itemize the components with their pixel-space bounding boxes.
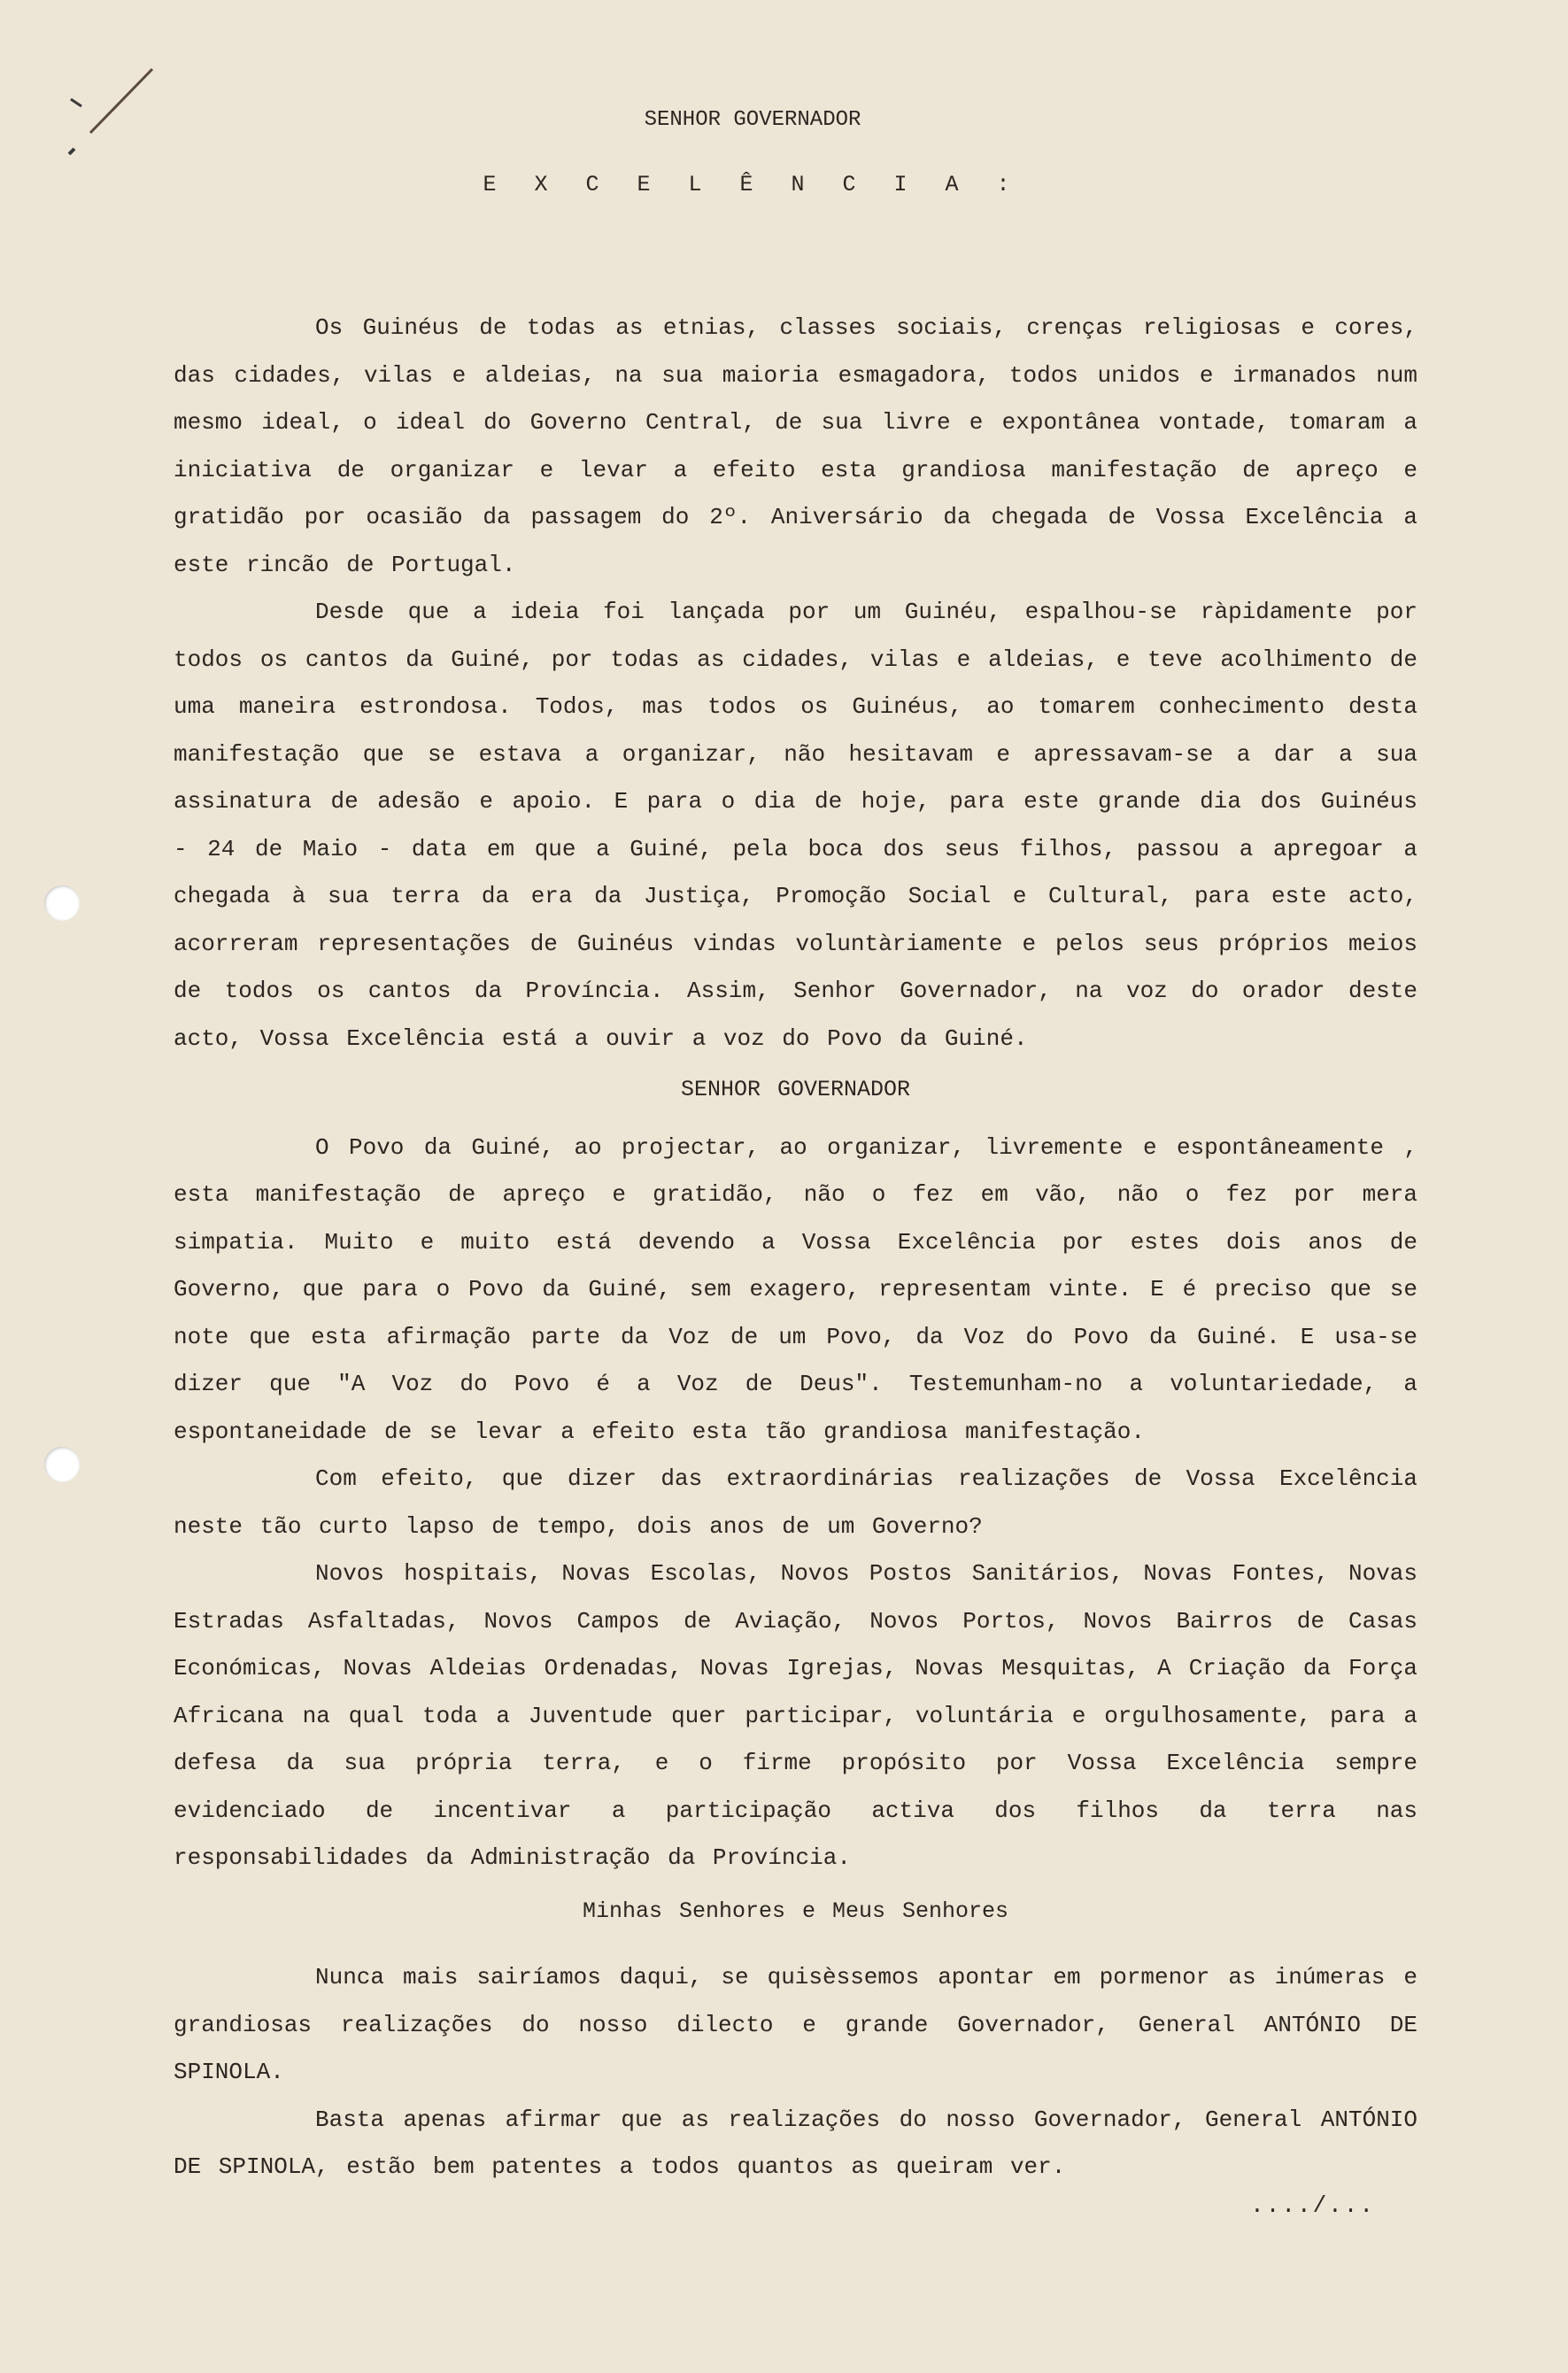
subheading-minhas-senhores: Minhas Senhores e Meus Senhores bbox=[582, 1898, 1009, 1924]
salutation: E X C E L Ê N C I A : bbox=[483, 172, 1023, 197]
paragraph-5: Novos hospitais, Novas Escolas, Novos Postos Sanitários, Novas Fontes, Novas Estradas Asfaltadas, Novos Campos de Aviação, Novos Portos, Novos Bairros de Casas Económicas, Novas Aldeias Ordenadas, Novas Igrejas, Novas Mesquitas, A Criação da Força Africana na qual toda a Juventude quer participar, voluntária e orgulhosamente, para a defesa da sua própria terra, e o firme propósito por Vossa Excelência sempre evidenciado de incentivar a participação activa dos filhos da terra nas responsabilidades da Administração da Província. bbox=[174, 1560, 1417, 1871]
paragraph-2: Desde que a ideia foi lançada por um Guinéu, espalhou-se ràpidamente por todos os cantos da Guiné, por todas as cidades, vilas e aldeias, e teve acolhimento de uma maneira estrondosa. Todos, mas todos os Guinéus, ao tomarem conhecimento desta manifestação que se estava a organizar, não hesitavam e apressavam-se a dar a sua assinatura de adesão e apoio. E para o dia de hoje, para este grande dia dos Guinéus - 24 de Maio - data em que a Guiné, pela boca dos seus filhos, passou a apregoar a chegada à sua terra da era da Justiça, Promoção Social e Cultural, para este acto, acorreram representações de Guinéus vindas voluntàriamente e pelos seus próprios meios de todos os cantos da Província. Assim, Senhor Governador, na voz do orador deste acto, Vossa Excelência está a ouvir a voz do Povo da Guiné. bbox=[174, 599, 1417, 1052]
subheading-senhor-governador: SENHOR GOVERNADOR bbox=[680, 1077, 911, 1102]
paragraph-6: Nunca mais sairíamos daqui, se quisèssemos apontar em pormenor as inúmeras e grandiosas realizações do nosso dilecto e grande Governador, General ANTÓNIO DE SPINOLA. bbox=[174, 1964, 1417, 2085]
paragraph-4: Com efeito, que dizer das extraordinárias realizações de Vossa Excelência neste tão curto lapso de tempo, dois anos de um Governo? bbox=[174, 1465, 1417, 1540]
punch-hole-top bbox=[44, 885, 80, 921]
paragraph-3: O Povo da Guiné, ao projectar, ao organizar, livremente e espontâneamente , esta manifestação de apreço e gratidão, não o fez em vão, não o fez por mera simpatia. Muito e muito está devendo a Vossa Excelência por estes dois anos de Governo, que para o Povo da Guiné, sem exagero, representam vinte. E é preciso que se note que esta afirmação parte da Voz de um Povo, da Voz do Povo da Guiné. E usa-se dizer que "A Voz do Povo é a Voz de Deus". Testemunham-no a voluntariedade, a espontaneidade de se levar a efeito esta tão grandiosa manifestação. bbox=[174, 1133, 1417, 1445]
page-title: SENHOR GOVERNADOR bbox=[644, 108, 861, 132]
punch-hole-bottom bbox=[44, 1447, 80, 1482]
paragraph-7: Basta apenas afirmar que as realizações do nosso Governador, General ANTÓNIO DE SPINOLA, estão bem patentes a todos quantos as queiram ver. bbox=[174, 2106, 1417, 2180]
paragraph-1: Os Guinéus de todas as etnias, classes sociais, crenças religiosas e cores, das cidades, vilas e aldeias, na sua maioria esmagadora, todos unidos e irmanados num mesmo ideal, o ideal do Governo Central, de sua livre e expontânea vontade, tomaram a iniciativa de organizar e levar a efeito esta grandiosa manifestação de apreço e gratidão por ocasião da passagem do 2º. Aniversário da chegada de Vossa Excelência a este rincão de Portugal. bbox=[174, 314, 1417, 578]
continuation-mark: ..../... bbox=[1250, 2192, 1375, 2219]
body-text bbox=[174, 305, 1417, 2191]
